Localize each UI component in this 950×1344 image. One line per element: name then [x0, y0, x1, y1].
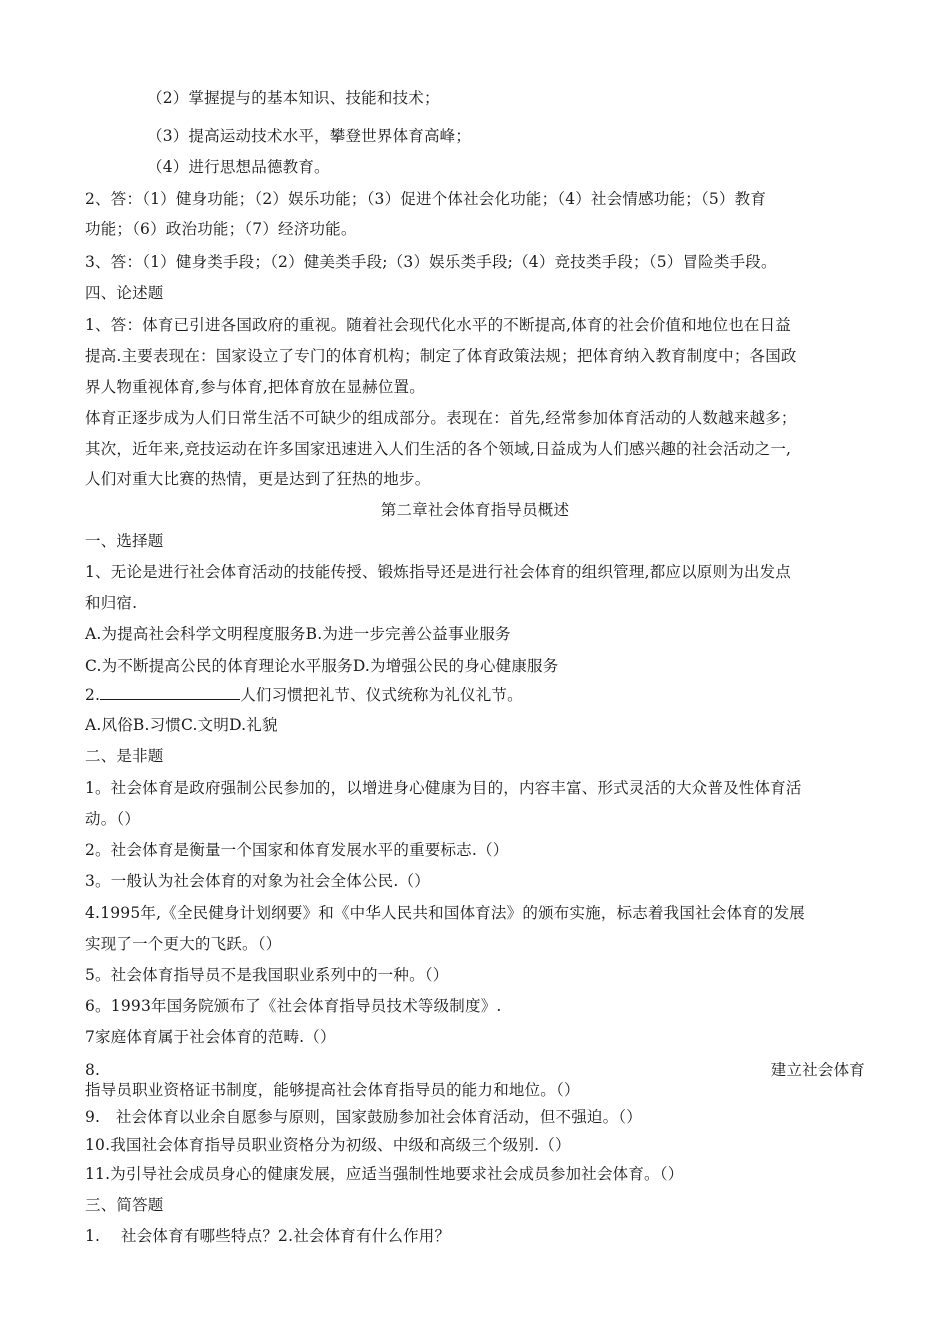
question-1-options-cd: C.为不断提高公民的体育理论水平服务D.为增强公民的身心健康服务 [85, 657, 559, 675]
section-heading-essay: 四、论述题 [85, 284, 164, 302]
question-2 [85, 684, 865, 705]
question-2-number: 2. [85, 686, 101, 704]
tf-9: 9. 社会体育以业余自愿参与原则，国家鼓励参加社会体育活动，但不强迫。（） [85, 1108, 642, 1126]
answer-2-line-1: 2、答：（1）健身功能；（2）娱乐功能；（3）促进个体社会化功能；（4）社会情感功能；（5）教育 [85, 190, 767, 208]
tf-7: 7家庭体育属于社会体育的范畴.（） [85, 1028, 336, 1046]
essay-answer-line-3: 界人物重视体育,参与体育,把体育放在显赫位置。 [85, 378, 425, 396]
tf-1-line-2: 动。（） [85, 810, 141, 828]
short-answer-questions: 1. 社会体育有哪些特点？2.社会体育有什么作用？ [85, 1227, 451, 1245]
tf-6: 6。1993年国务院颁布了《社会体育指导员技术等级制度》. [85, 997, 502, 1015]
answer-blank [100, 684, 240, 700]
tf-11: 11.为引导社会成员身心的健康发展，应适当强制性地要求社会成员参加社会体育。（） [85, 1165, 684, 1183]
answer-item-3: （3）提高运动技术水平，攀登世界体育高峰； [147, 127, 472, 145]
chapter-title: 第二章社会体育指导员概述 [380, 501, 570, 519]
essay-answer-line-6: 人们对重大比赛的热情，更是达到了狂热的地步。 [85, 470, 431, 488]
tf-4-line-2: 实现了一个更大的飞跃。（） [85, 935, 282, 953]
question-2-text: 人们习惯把礼节、仪式统称为礼仪礼节。 [240, 686, 523, 704]
section-heading-choice: 一、选择题 [85, 532, 164, 550]
section-heading-short-answer: 三、简答题 [85, 1196, 164, 1214]
question-1-line-1: 1、无论是进行社会体育活动的技能传授、锻炼指导还是进行社会体育的组织管理,都应以原则为出发点 [85, 563, 791, 581]
tf-4-line-1: 4.1995年,《全民健身计划纲要》和《中华人民共和国体育法》的颁布实施，标志着我国社会体育的发展 [85, 904, 805, 922]
tf-5: 5。社会体育指导员不是我国职业系列中的一种。（） [85, 966, 449, 984]
answer-3: 3、答：（1）健身类手段；（2）健美类手段;（3）娱乐类手段;（4）竞技类手段；（5）冒险类手段。 [85, 253, 777, 271]
answer-2-line-2: 功能；（6）政治功能；（7）经济功能。 [85, 220, 357, 238]
essay-answer-line-4: 体育正逐步成为人们日常生活不可缺少的组成部分。表现在：首先,经常参加体育活动的人数越来越多； [85, 409, 797, 427]
essay-answer-line-1: 1、答：体育已引进各国政府的重视。随着社会现代化水平的不断提高,体育的社会价值和地位也在日益 [85, 316, 791, 334]
question-1-options-ab: A.为提高社会科学文明程度服务B.为进一步完善公益事业服务 [85, 625, 511, 643]
tf-1-line-1: 1。社会体育是政府强制公民参加的，以增进身心健康为目的，内容丰富、形式灵活的大众普及性体育活 [85, 779, 802, 797]
tf-8-line-1 [85, 1060, 865, 1080]
answer-item-2: （2）掌握提与的基本知识、技能和技术； [147, 89, 440, 107]
question-2-options: A.风俗B.习惯C.文明D.礼貌 [85, 716, 278, 734]
tf-2: 2。社会体育是衡量一个国家和体育发展水平的重要标志.（） [85, 841, 509, 859]
tf-8-line-2: 指导员职业资格证书制度，能够提高社会体育指导员的能力和地位。（） [85, 1081, 580, 1099]
tf-8-number: 8. [85, 1061, 101, 1079]
answer-item-4: （4）进行思想品德教育。 [147, 158, 330, 176]
tf-3: 3。一般认为社会体育的对象为社会全体公民.（） [85, 872, 430, 890]
section-heading-true-false: 二、是非题 [85, 747, 164, 765]
question-1-line-2: 和归宿. [85, 594, 138, 612]
tf-8-text-right: 建立社会体育 [770, 1061, 865, 1079]
tf-10: 10.我国社会体育指导员职业资格分为初级、中级和高级三个级别.（） [85, 1136, 571, 1154]
essay-answer-line-2: 提高.主要表现在：国家设立了专门的体育机构；制定了体育政策法规；把体育纳入教育制度中；各国政 [85, 347, 797, 365]
essay-answer-line-5: 其次，近年来,竞技运动在许多国家迅速进入人们生活的各个领域,日益成为人们感兴趣的社会活动之一, [85, 440, 792, 458]
